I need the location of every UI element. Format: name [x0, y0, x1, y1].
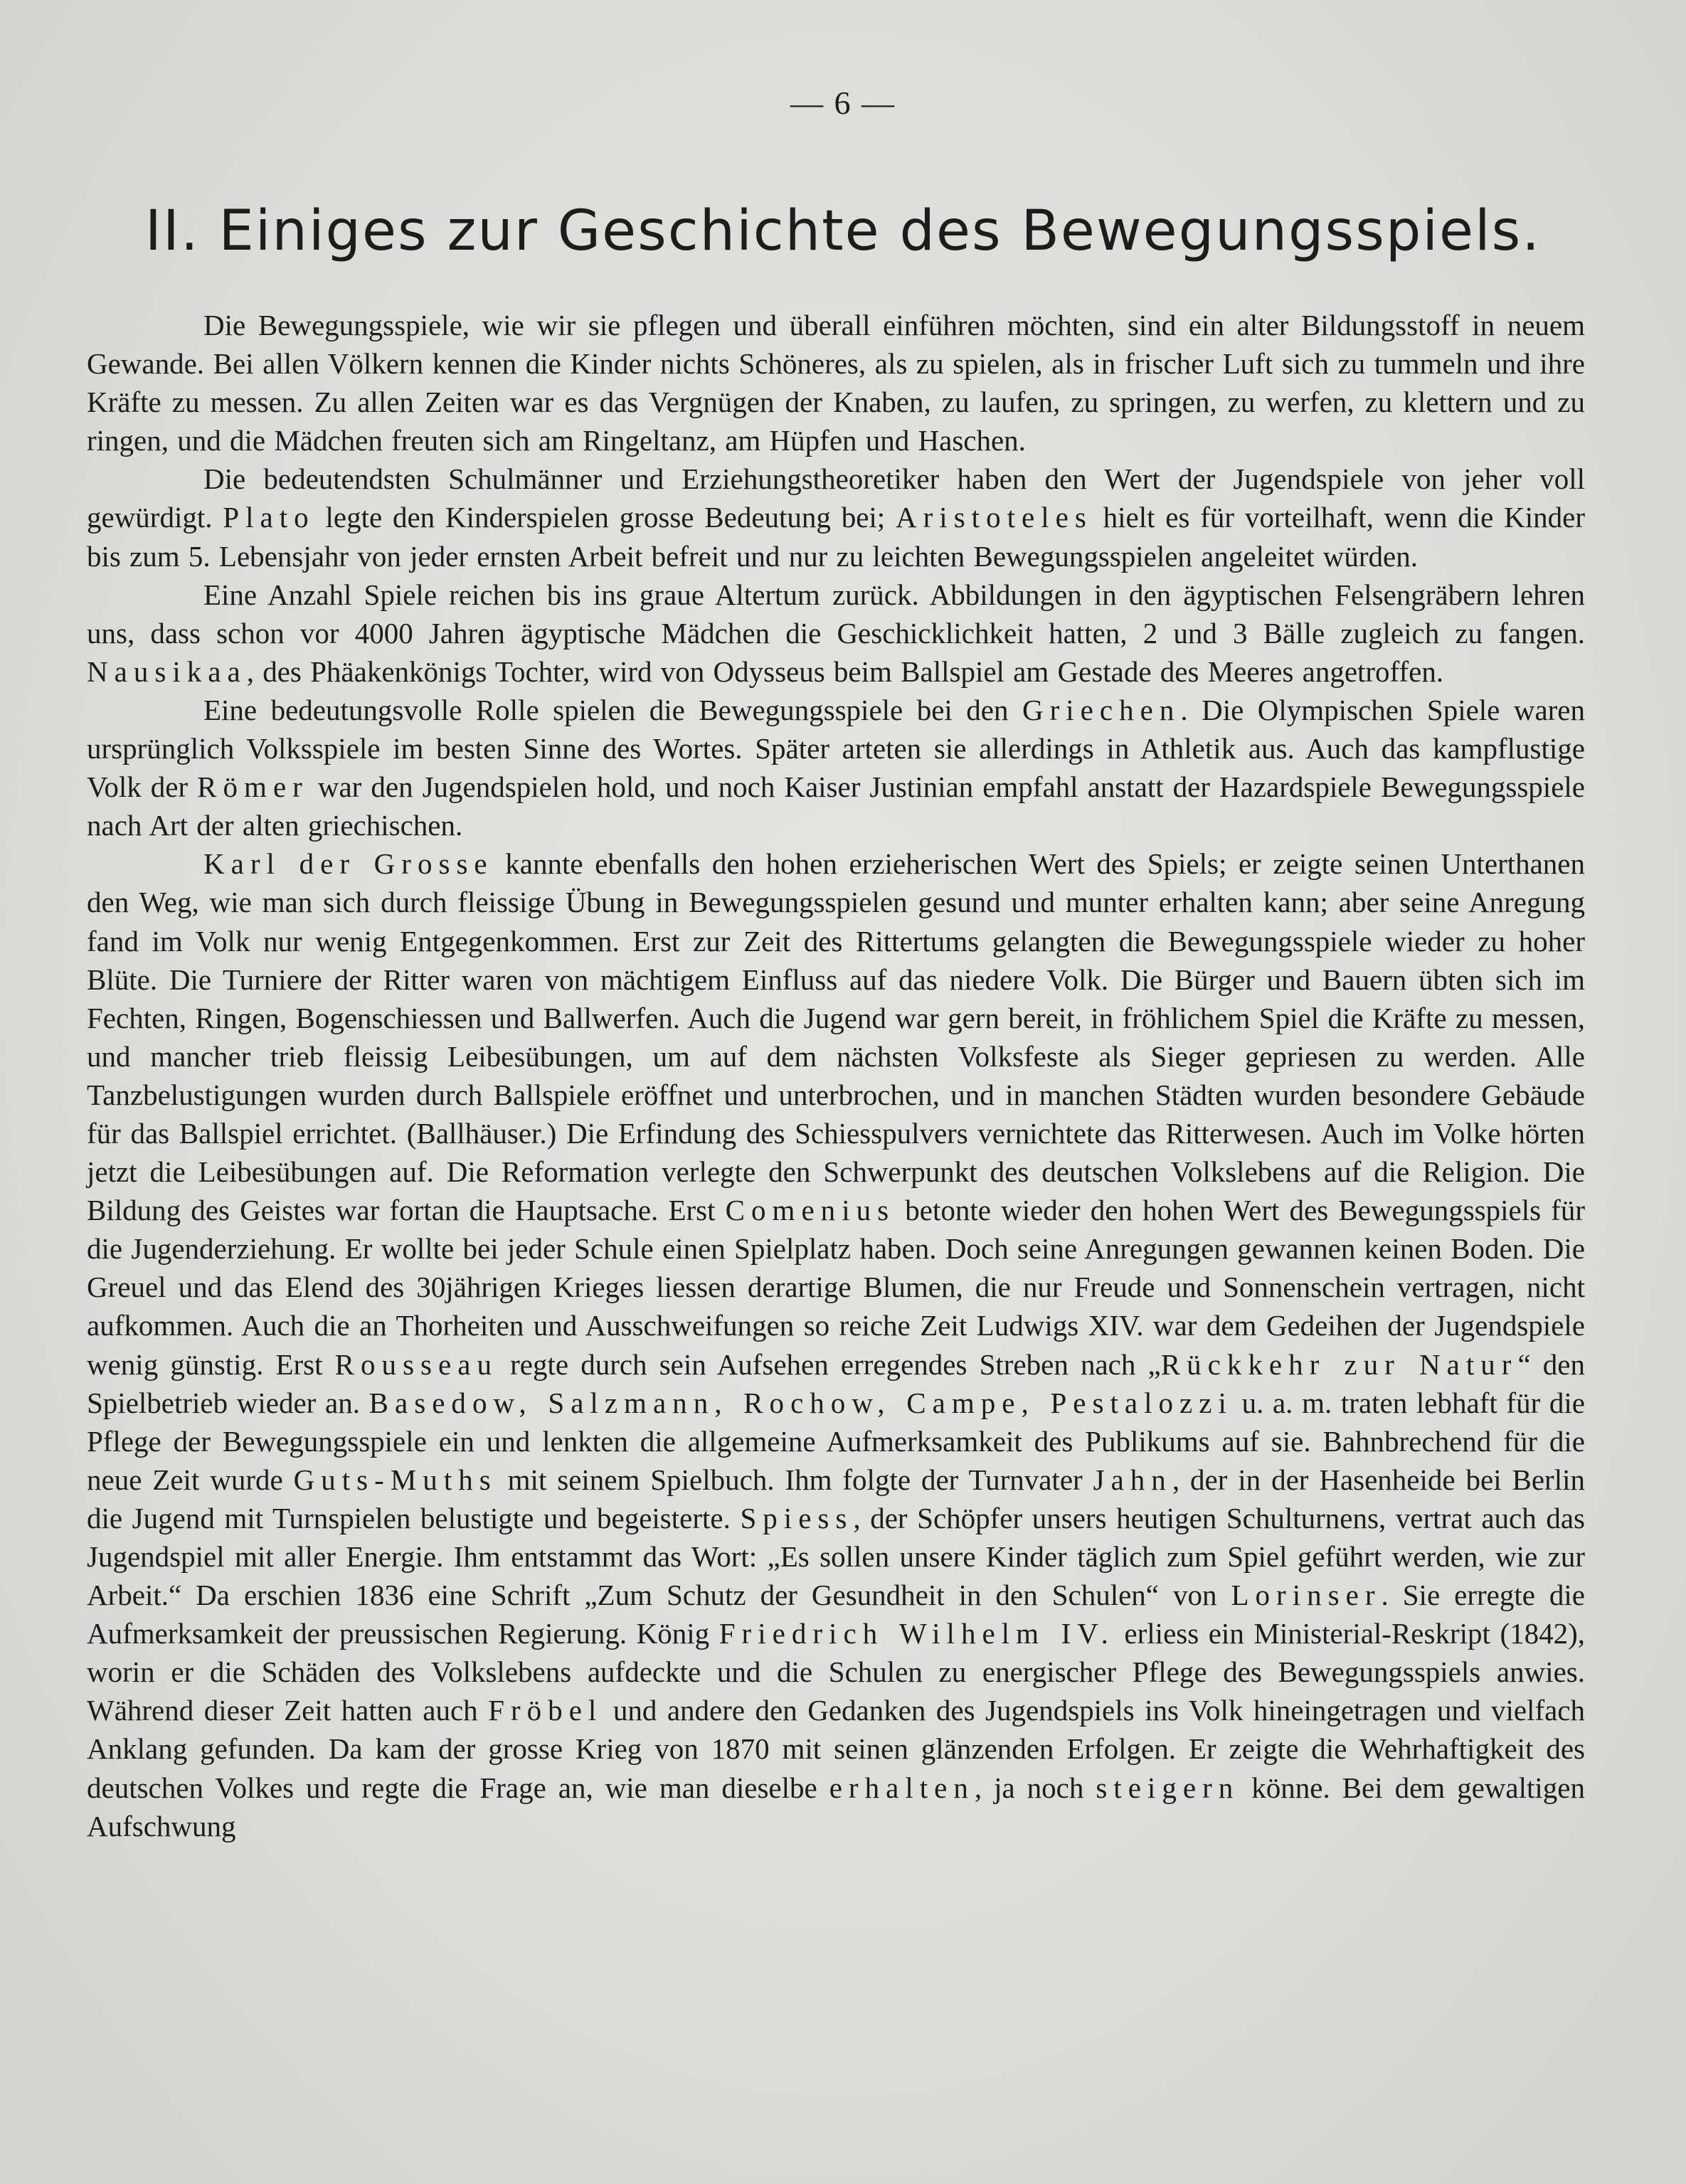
text-run: betonte wieder den hohen Wert des Bewegungsspiels für die Jugenderziehung. Er wollte bei jeder Schule einen Spielplatz haben. Doch seine Anregungen gewannen keinen Boden. Die Greuel und das Elend des 30jährigen Krieges liessen derartige Blumen, die nur Freude und Sonnenschein vertragen, nicht aufkommen. Auch die an Thorheiten und Ausschweifungen so reiche Zeit Ludwigs XIV. war dem Gedeihen der Jugendspiele wenig günstig. Erst: [87, 1194, 1585, 1381]
emphasized-text: Aristoteles: [895, 501, 1093, 534]
emphasized-text: steigern: [1096, 1771, 1240, 1804]
emphasized-text: Römer: [197, 770, 309, 804]
paragraph: [87, 844, 1585, 1845]
text-run: “ den Spielbetrieb wieder an.: [87, 1347, 1585, 1419]
text-run: mit seinem Spielbuch. Ihm folgte der Turnvater: [497, 1463, 1093, 1496]
emphasized-text: Rückkehr zur Natur: [1160, 1347, 1518, 1381]
page-number: — 6 —: [790, 85, 896, 121]
emphasized-text: Rousseau: [334, 1347, 498, 1381]
text-run: und andere den Gedanken des Jugendspiels ins Volk hineingetragen und vielfach Anklang gefunden. Da kam der grosse Krieg von 1870 mit seinen glänzenden Erfolgen. Er zeigte die Wehrhaftigkeit des deutschen Volkes und regte die Frage an, wie man dieselbe: [87, 1694, 1585, 1804]
text-run: . Die Olympischen Spiele waren ursprünglich Volksspiele im besten Sinne des Wortes. Später arteten sie allerdings in Athletik aus. Auch das kampflustige Volk der: [87, 693, 1585, 804]
emphasized-text: Karl der Grosse: [203, 847, 494, 881]
emphasized-text: Spiess: [740, 1501, 854, 1534]
text-run: , der in der Hasenheide bei Berlin die Jugend mit Turnspielen belustigte und begeisterte.: [87, 1463, 1585, 1534]
text-run: könne. Bei dem gewaltigen Aufschwung: [87, 1771, 1585, 1843]
body-text: [87, 306, 1585, 1845]
emphasized-text: Plato: [223, 501, 315, 534]
emphasized-text: Comenius: [725, 1194, 896, 1227]
text-run: u. a. m. traten lebhaft für die Pflege der Bewegungsspiele ein und lenkten die allgemeine Aufmerksamkeit des Publikums auf sie. Bahnbrechend für die neue Zeit wurde: [87, 1386, 1585, 1496]
emphasized-text: Basedow, Salzmann, Rochow, Campe, Pestalozzi: [369, 1386, 1233, 1419]
emphasized-text: Lorinser: [1231, 1579, 1382, 1612]
text-run: , der Schöpfer unsers heutigen Schulturnens, vertrat auch das Jugendspiel mit aller Energie. Ihm entstammt das Wort: „Es sollen unsere Kinder täglich zum Spiel geführt werden, wie zur Arbeit.“ Da erschien 1836 eine Schrift „Zum Schutz der Gesundheit in den Schulen“ von: [87, 1501, 1586, 1612]
text-run: hielt es für vorteilhaft, wenn die Kinder bis zum 5. Lebensjahr von jeder ernsten Arbeit befreit und nur zu leichten Bewegungsspielen angeleitet würden.: [87, 501, 1585, 573]
emphasized-text: Jahn: [1093, 1463, 1172, 1496]
emphasized-text: Griechen: [1022, 693, 1181, 726]
emphasized-text: Fröbel: [488, 1694, 603, 1727]
paragraph: [87, 306, 1585, 460]
emphasized-text: Nausikaa: [87, 654, 247, 688]
text-run: regte durch sein Aufsehen erregendes Streben nach „: [497, 1347, 1161, 1381]
emphasized-text: erhalten: [829, 1771, 975, 1804]
text-run: Die bedeutendsten Schulmänner und Erziehungstheoretiker haben den Wert der Jugendspiele von jeher voll gewürdigt.: [87, 462, 1585, 534]
chapter-title: II. Einiges zur Geschichte des Bewegungsspiels.: [144, 199, 1542, 263]
paragraph: [87, 576, 1585, 691]
text-run: Eine Anzahl Spiele reichen bis ins graue Altertum zurück. Abbildungen in den ägyptischen Felsengräbern lehren uns, dass schon vor 4000 Jahren ägyptische Mädchen die Geschicklichkeit hatten, 2 und 3 Bälle zugleich zu fangen.: [87, 578, 1585, 650]
text-run: Die Bewegungsspiele, wie wir sie pflegen und überall einführen möchten, sind ein alter Bildungsstoff in neuem Gewande. Bei allen Völkern kennen die Kinder nichts Schöneres, als zu spielen, als in frischer Luft sich zu tummeln und ihre Kräfte zu messen. Zu allen Zeiten war es das Vergnügen der Knaben, zu laufen, zu springen, zu werfen, zu klettern und zu ringen, und die Mädchen freuten sich am Ringeltanz, am Hüpfen und Haschen.: [87, 309, 1585, 457]
text-run: , des Phäakenkönigs Tochter, wird von Odysseus beim Ballspiel am Gestade des Meeres angetroffen.: [246, 654, 1444, 688]
text-run: erliess ein Ministerial-Reskript (1842), worin er die Schäden des Volkslebens aufdeckte und die Schulen zu energischer Pflege des Bewegungsspiels anwies. Während dieser Zeit hatten auch: [87, 1617, 1586, 1727]
paragraph: [87, 691, 1585, 844]
emphasized-text: Guts-Muths: [293, 1463, 497, 1496]
text-run: Eine bedeutungsvolle Rolle spielen die Bewegungsspiele bei den: [203, 693, 1022, 726]
text-run: war den Jugendspielen hold, und noch Kaiser Justinian empfahl anstatt der Hazardspiele Bewegungsspiele nach Art der alten griechischen.: [87, 770, 1585, 842]
paragraph: [87, 460, 1585, 575]
text-run: , ja noch: [974, 1771, 1096, 1804]
emphasized-text: Friedrich Wilhelm IV.: [719, 1617, 1115, 1650]
text-run: . Sie erregte die Aufmerksamkeit der preussischen Regierung. König: [87, 1579, 1585, 1650]
text-run: kannte ebenfalls den hohen erzieherischen Wert des Spiels; er zeigte seinen Unterthanen den Weg, wie man sich durch fleissige Übung in Bewegungsspielen gesund und munter erhalten kann; aber seine Anregung fand im Volk nur wenig Entgegenkommen. Erst zur Zeit des Rittertums gelangten die Bewegungsspiele wieder zu hoher Blüte. Die Turniere der Ritter waren von mächtigem Einfluss auf das niedere Volk. Die Bürger und Bauern übten sich im Fechten, Ringen, Bogenschiessen und Ballwerfen. Auch die Jugend war gern bereit, in fröhlichem Spiel die Kräfte zu messen, und mancher trieb fleissig Leibesübungen, um auf dem nächsten Volksfeste als Sieger gepriesen zu werden. Alle Tanzbelustigungen wurden durch Ballspiele eröffnet und unterbrochen, und in manchen Städten wurden besondere Gebäude für das Ballspiel errichtet. (Ballhäuser.) Die Erfindung des Schiesspulvers vernichtete das Ritterwesen. Auch im Volke hörten jetzt die Leibesübungen auf. Die Reformation verlegte den Schwerpunkt des deutschen Volkslebens auf die Religion. Die Bildung des Geistes war fortan die Hauptsache. Erst: [87, 847, 1586, 1227]
text-run: legte den Kinderspielen grosse Bedeutung bei;: [314, 501, 896, 534]
